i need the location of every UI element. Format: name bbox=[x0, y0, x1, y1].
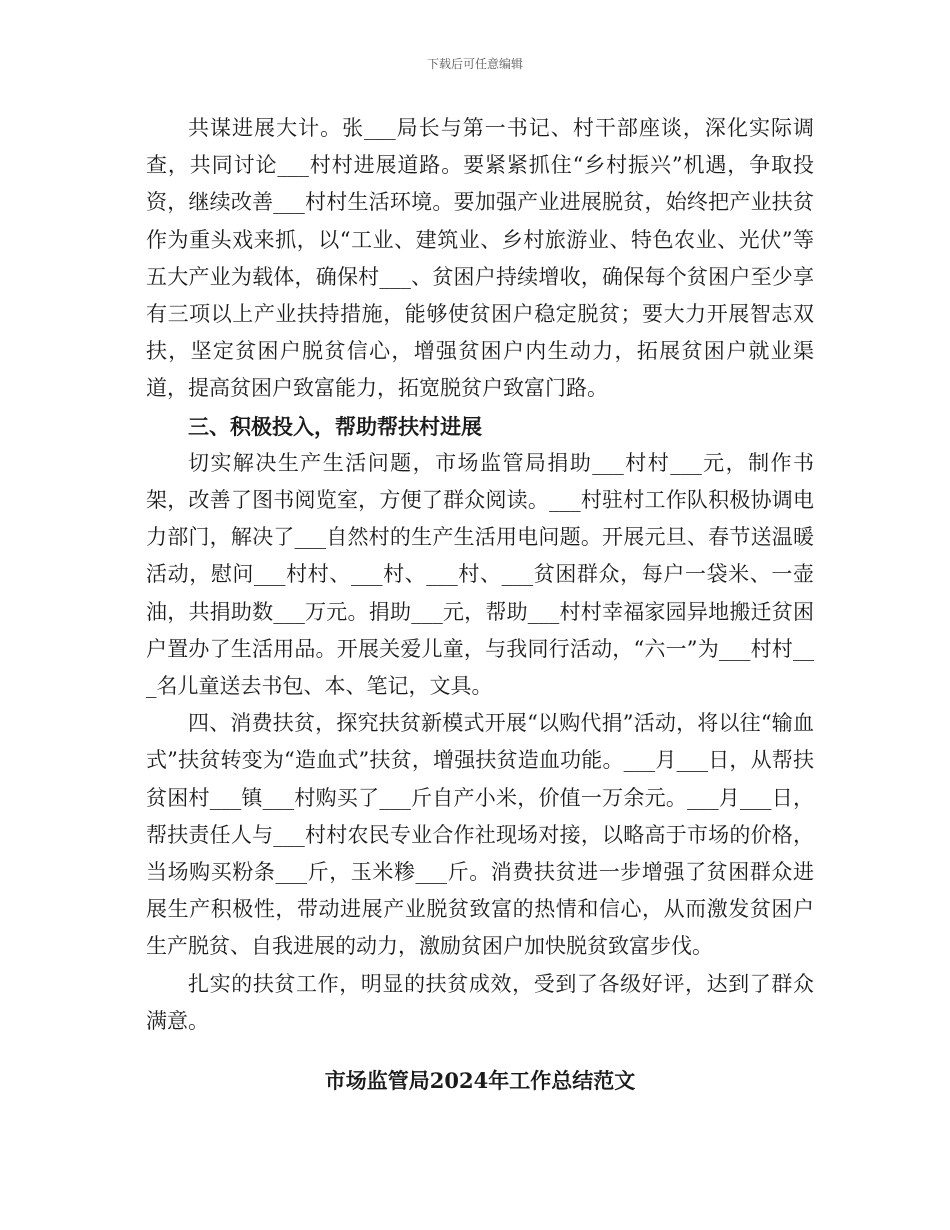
section-heading-3: 三、积极投入，帮助帮扶村进展 bbox=[188, 413, 482, 439]
document-title: 市场监管局2024年工作总结范文 bbox=[324, 1068, 636, 1094]
document-body bbox=[146, 110, 814, 1099]
paragraph-assistance: 切实解决生产生活问题，市场监管局捐助___村村___元，制作书架，改善了图书阅览室，方便了群众阅读。___村驻村工作队积极协调电力部门，解决了___自然村的生产生活用电问题。开展元旦、春节送温暖活动，慰问___村村、___村、___村、___贫困群众，每户一袋米、一壶油，共捐助数___万元。捐助___元，帮助___村村幸福家园异地搬迁贫困户置办了生活用品。开展关爱儿童，与我同行活动，“六一”为___村村___名儿童送去书包、本、笔记，文具。 bbox=[146, 450, 814, 699]
paragraph-planning: 共谋进展大计。张___局长与第一书记、村干部座谈，深化实际调查，共同讨论___村村进展道路。要紧紧抓住“乡村振兴”机遇，争取投资，继续改善___村村生活环境。要加强产业进展脱贫，始终把产业扶贫作为重头戏来抓，以“工业、建筑业、乡村旅游业、特色农业、光伏”等五大产业为载体，确保村___、贫困户持续增收，确保每个贫困户至少享有三项以上产业扶持措施，能够使贫困户稳定脱贫；要大力开展智志双扶，坚定贫困户脱贫信心，增强贫困户内生动力，拓展贫困户就业渠道，提高贫困户致富能力，拓宽脱贫户致富门路。 bbox=[146, 116, 814, 401]
page-header: 下载后可任意编辑 bbox=[426, 57, 523, 71]
paragraph-conclusion: 扎实的扶贫工作，明显的扶贫成效，受到了各级好评，达到了群众满意。 bbox=[146, 971, 814, 1033]
paragraph-consumption: 四、消费扶贫，探究扶贫新模式开展“以购代捐”活动，将以往“输血式”扶贫转变为“造血式”扶贫，增强扶贫造血功能。___月___日，从帮扶贫困村___镇___村购买了___斤自产小米，价值一万余元。___月___日，帮扶责任人与___村村农民专业合作社现场对接，以略高于市场的价格，当场购买粉条___斤，玉米糁___斤。消费扶贫进一步增强了贫困群众进展生产积极性，带动进展产业脱贫致富的热情和信心，从而激发贫困户生产脱贫、自我进展的动力，激励贫困户加快脱贫致富步伐。 bbox=[146, 711, 814, 959]
